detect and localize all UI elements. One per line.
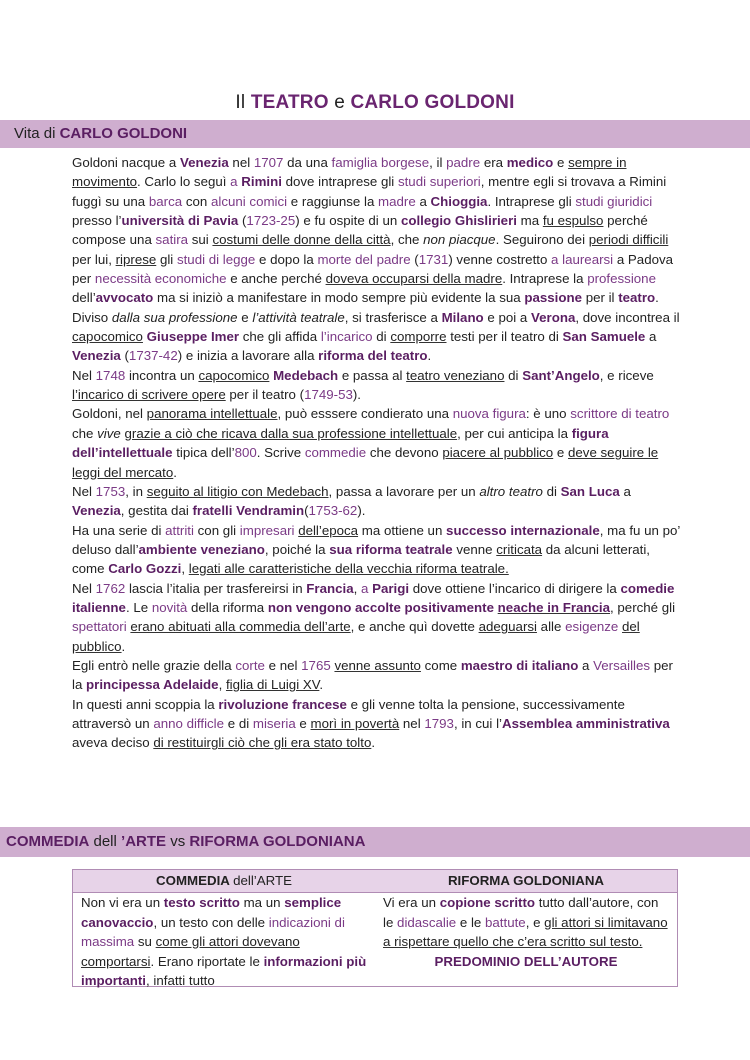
- section-header-vita: Vita di CARLO GOLDONI: [0, 120, 750, 148]
- table-header: [73, 870, 677, 893]
- comparison-table: [72, 869, 678, 987]
- riforma-cell: Vi era un copione scritto tutto dall’autore, con le didascalie e le battute, e gli attori si limitavano a rispettare quello che c’era scritto sul testo. PREDOMINIO DELL’AUTORE: [375, 893, 677, 991]
- commedia-arte-cell: Non vi era un testo scritto ma un semplice canovaccio, un testo con delle indicazioni di massima su come gli attori dovevano comportarsi. Erano riportate le informazioni più importanti, infatti tutto: [81, 895, 367, 988]
- biography-text: Goldoni nacque a Venezia nel 1707 da una famiglia borgese, il padre era medico e sempre in movimento. Carlo lo seguì a Rimini dove intraprese gli studi superiori, mentre egli si trovava a Rimini fuggì su una barca con alcuni comici e raggiunse la madre a Chioggia. Intraprese gli studi giuridici presso l’università di Pavia (1723-25) e fu ospite di un collegio Ghislirieri ma fu espulso perché compose una satira sui costumi delle donne della città, che non piacque. Seguirono dei periodi difficili per lui, riprese gli studi di legge e dopo la morte del padre (1731) venne costretto a laurearsi a Padova per necessità economiche e anche perché doveva occuparsi della madre. Intraprese la professione dell’avvocato ma si iniziò a manifestare in modo sempre più evidente la sua passione per il teatro. Diviso dalla sua professione e l’attività teatrale, si trasferisce a Milano e poi a Verona, dove incontrea il capocomico Giuseppe Imer che gli affida l’incarico di comporre testi per il teatro di San Samuele a Venezia (1737-42) e inizia a lavorare alla riforma del teatro. Nel 1748 incontra un capocomico Medebach e passa al teatro veneziano di Sant’Angelo, e riceve l’incarico di scrivere opere per il teatro (1749-53). Goldoni, nel panorama intellettuale, può esssere condierato una nuova figura: è uno scrittore di teatro che vive grazie a ciò che ricava dalla sua professione intellettuale, per cui anticipa la figura dell’intellettuale tipica dell’800. Scrive commedie che devono piacere al pubblico e deve seguire le leggi del mercato. Nel 1753, in seguito al litigio con Medebach, passa a lavorare per un altro teatro di San Luca a Venezia, gestita dai fratelli Vendramin(1753-62). Ha una serie di attriti con gli impresari dell’epoca ma ottiene un successo internazionale, ma fu un po’ deluso dall’ambiente veneziano, poiché la sua riforma teatrale venne criticata da alcuni letterati, come Carlo Gozzi, legati alle caratteristiche della vecchia riforma teatrale. Nel 1762 lascia l’italia per trasfereirsi in Francia, a Parigi dove ottiene l’incarico di dirigere la comedie italienne. Le novità della riforma non vengono accolte positivamente neache in Francia, perché gli spettatori erano abituati alla commedia dell’arte, e anche quì dovette adeguarsi alle esigenze del pubblico. Egli entrò nelle grazie della corte e nel 1765 venne assunto come maestro di italiano a Versailles per la principessa Adelaide, figlia di Luigi XV. In questi anni scoppia la rivoluzione francese e gli venne tolta la pensione, successivamente attraversò un anno difficle e di miseria e morì in povertà nel 1793, in cui l’Assemblea amministrativa aveva deciso di restituirgli ciò che gli era stato tolto.: [72, 155, 680, 751]
- section-header-commedia: COMMEDIA dell ’ARTE vs RIFORMA GOLDONIANA: [0, 827, 750, 857]
- header-riforma: RIFORMA GOLDONIANA: [447, 873, 605, 888]
- predominio-autore-label: PREDOMINIO DELL’AUTORE: [434, 953, 618, 969]
- page-title: Il TEATRO e CARLO GOLDONI: [235, 92, 515, 113]
- header-commedia-arte: COMMEDIA dell’ARTE: [156, 873, 292, 888]
